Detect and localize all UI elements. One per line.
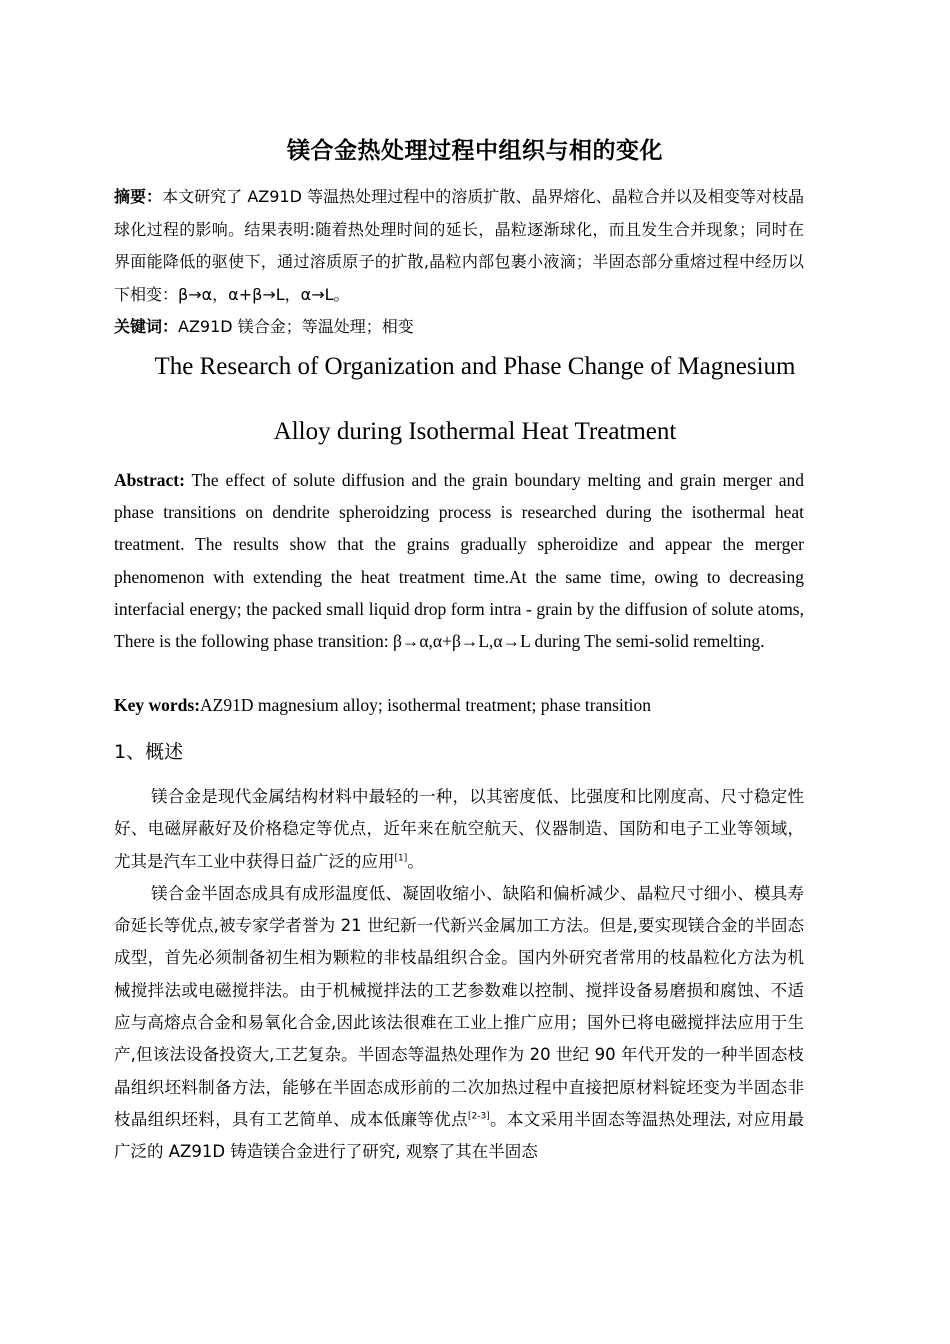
section-body (114, 781, 804, 1169)
paper-title-cn: 镁合金热处理过程中组织与相的变化 (287, 138, 663, 164)
body-paragraph-2 (114, 878, 804, 1169)
keywords-en-label: Key words: (114, 695, 201, 715)
section-heading: 1、概述 (114, 741, 184, 763)
citation-2: [2-3] (468, 1111, 490, 1122)
keywords-cn-label: 关键词： (114, 317, 179, 336)
paper-title-en-line1: The Research of Organization and Phase Change of Magnesium (154, 353, 796, 380)
keywords-cn-text: AZ91D 镁合金；等温处理；相变 (178, 317, 414, 336)
paper-title-en-line2: Alloy during Isothermal Heat Treatment (273, 418, 677, 445)
paragraph-2-end: 。本文采用半固态等温热处理法, 对应用最广泛的 AZ91D 铸造镁合金进行了研究, 观察了其在半固态 (114, 1109, 805, 1162)
abstract-cn-text: 本文研究了 AZ91D 等温热处理过程中的溶质扩散、晶界熔化、晶粒合并以及相变等对枝晶球化过程的影响。结果表明:随着热处理时间的延长，晶粒逐渐球化，而且发生合并现象；同时在界面能降低的驱使下，通过溶质原子的扩散,晶粒内部包裹小液滴；半固态部分重熔过程中经历以下相变：β→α，α+β→L，α→L。 (114, 187, 804, 304)
abstract-en-text: The effect of solute diffusion and the grain boundary melting and grain merger and phase transitions on dendrite spheroidzing process is researched during the isothermal heat treatment. The results show that the grains gradually spheroidize and appear the merger phenomenon with extending the heat treatment time.At the same time, owing to decreasing interfacial energy; the packed small liquid drop form intra - grain by the diffusion of solute atoms, There is the following phase transition: β→α,α+β→L,α→L during The semi-solid remelting. (114, 470, 805, 652)
paragraph-2-text: 镁合金半固态成具有成形温度低、凝固收缩小、缺陷和偏析减少、晶粒尺寸细小、模具寿命延长等优点,被专家学者誉为 21 世纪新一代新兴金属加工方法。但是,要实现镁合金的半固态成型，首先必须制备初生相为颗粒的非枝晶组织合金。国内外研究者常用的枝晶粒化方法为机械搅拌法或电磁搅拌法。由于机械搅拌法的工艺参数难以控制、搅拌设备易磨损和腐蚀、不适应与高熔点合金和易氧化合金,因此该法很难在工业上推广应用；国外已将电磁搅拌法应用于生产,但该法设备投资大,工艺复杂。半固态等温热处理作为 20 世纪 90 年代开发的一种半固态枝晶组织坯料制备方法，能够在半固态成形前的二次加热过程中直接把原材料锭坯变为半固态非枝晶组织坯料，具有工艺简单、成本低廉等优点 (114, 883, 804, 1129)
keywords-cn (114, 311, 804, 344)
abstract-cn (114, 181, 804, 311)
keywords-en (114, 689, 804, 721)
paragraph-1-end: 。 (407, 851, 424, 871)
paragraph-1-text: 镁合金是现代金属结构材料中最轻的一种，以其密度低、比强度和比刚度高、尺寸稳定性好、电磁屏蔽好及价格稳定等优点，近年来在航空航天、仪器制造、国防和电子工业等领域，尤其是汽车工业中获得日益广泛的应用 (114, 787, 804, 871)
abstract-en (114, 464, 804, 657)
abstract-en-label: Abstract: (114, 470, 185, 490)
citation-1: [1] (394, 853, 408, 864)
keywords-en-text: AZ91D magnesium alloy; isothermal treatment; phase transition (200, 695, 652, 715)
abstract-cn-label: 摘要： (114, 187, 163, 206)
body-paragraph-1 (114, 781, 804, 878)
